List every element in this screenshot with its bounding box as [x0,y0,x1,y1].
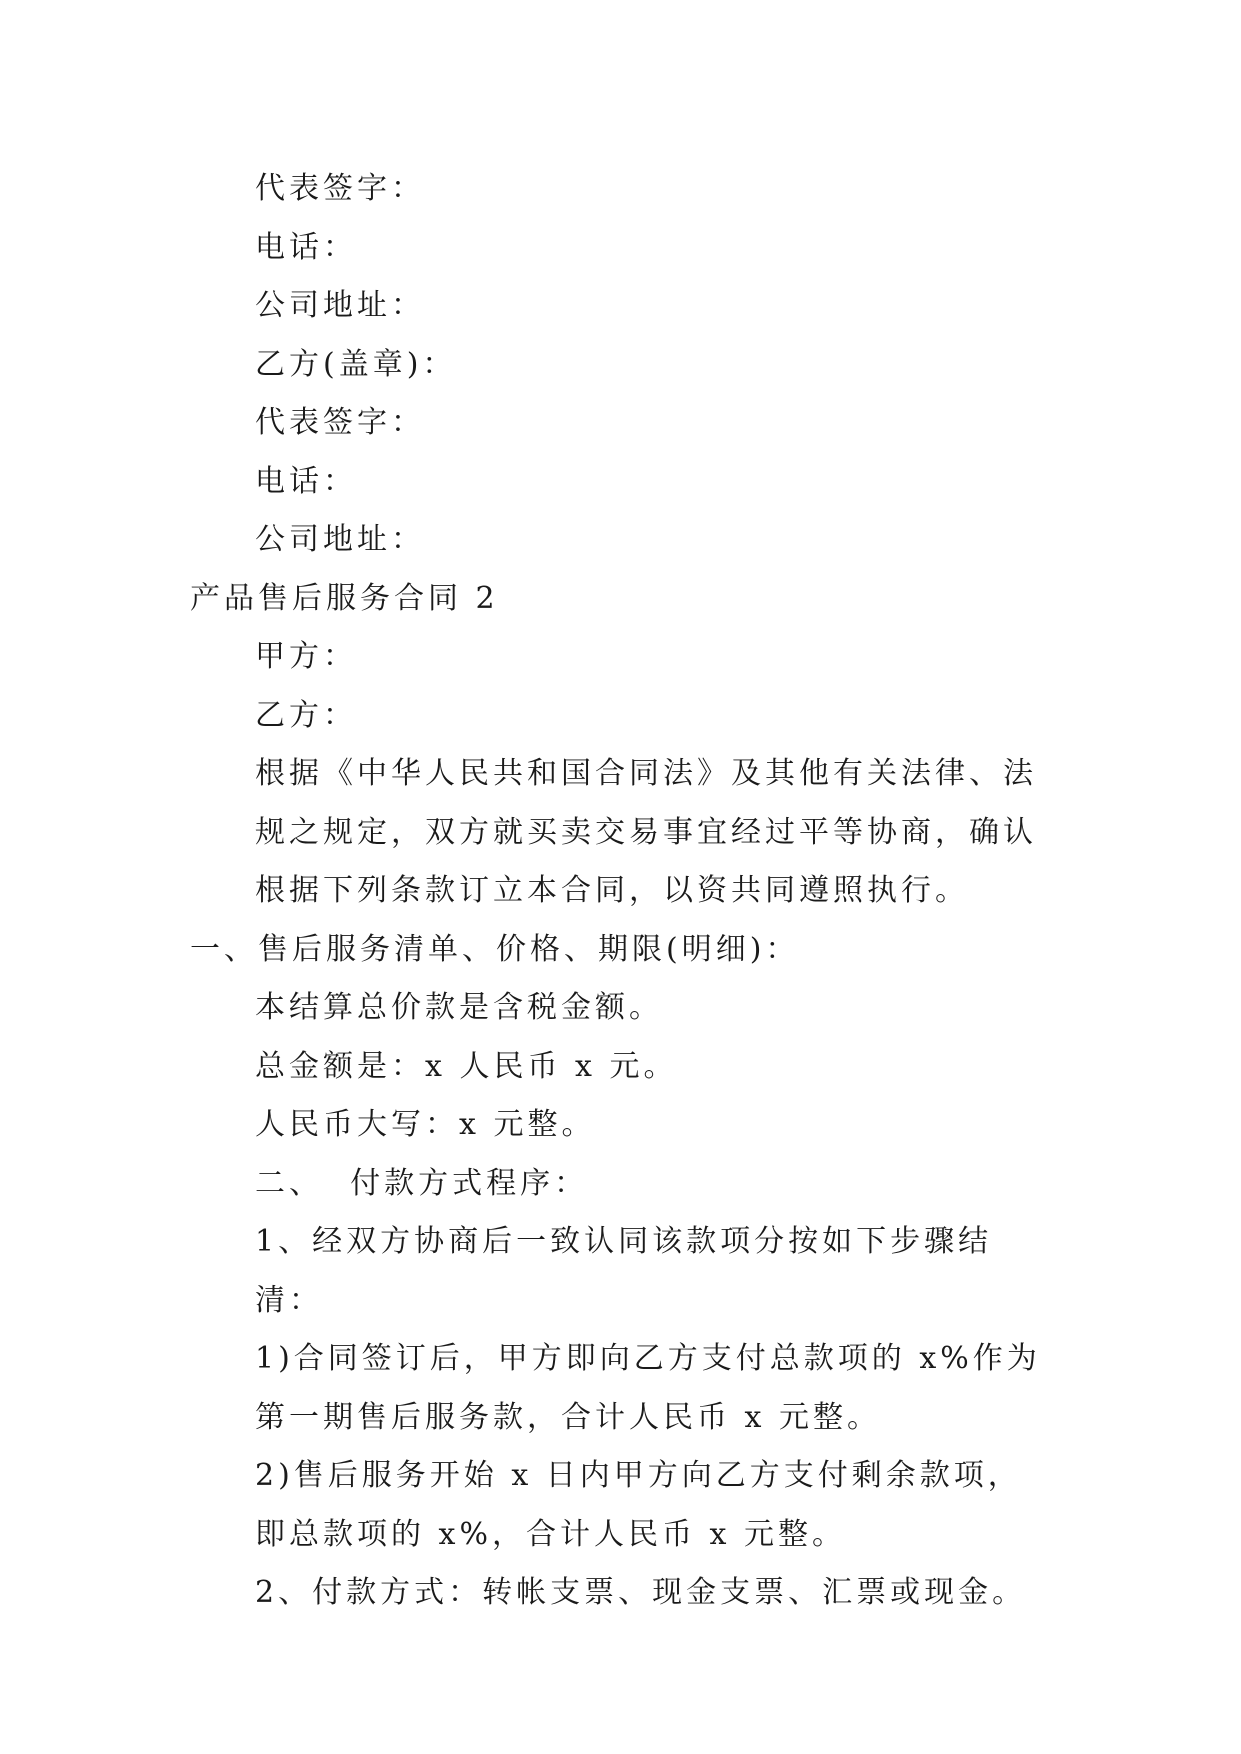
party-b-rep-signature-label: 代表签字： [255,405,425,440]
party-a-address-label: 公司地址： [255,288,425,323]
document-body [190,160,1052,1623]
party-b-address-label: 公司地址： [255,522,425,557]
section-2-heading: 二、 付款方式程序： [255,1165,589,1201]
preamble-paragraph: 根据《中华人民共和国合同法》及其他有关法律、法规之规定，双方就买卖交易事宜经过平等协商，确认根据下列条款订立本合同，以资共同遵照执行。 [255,756,1037,908]
total-amount-line: 总金额是：x 人民币 x 元。 [255,1048,678,1084]
tax-inclusive-note: 本结算总价款是含税金额。 [255,990,663,1025]
party-a-label: 甲方： [255,639,357,674]
party-a-rep-signature-label: 代表签字： [255,171,425,206]
contract-title: 产品售后服务合同 2 [190,580,499,616]
party-a-phone-label: 电话： [255,229,357,265]
party-b-label: 乙方： [255,697,357,733]
party-b-phone-label: 电话： [255,463,357,499]
party-b-seal-label: 乙方(盖章)： [255,346,457,382]
payment-method-clause: 2、付款方式：转帐支票、现金支票、汇票或现金。 [255,1575,1027,1610]
section-1-heading: 一、售后服务清单、价格、期限(明细)： [190,931,800,967]
payment-step-1: 1)合同签订后，甲方即向乙方支付总款项的 x%作为第一期售后服务款，合计人民币 x 元整。 [255,1341,1041,1435]
payment-step-2: 2)售后服务开始 x 日内甲方向乙方支付剩余款项，即总款项的 x%，合计人民币 x 元整。 [255,1458,1022,1552]
payment-clause-1: 1、经双方协商后一致认同该款项分按如下步骤结清： [255,1224,993,1318]
amount-in-words-line: 人民币大写：x 元整。 [255,1107,596,1142]
